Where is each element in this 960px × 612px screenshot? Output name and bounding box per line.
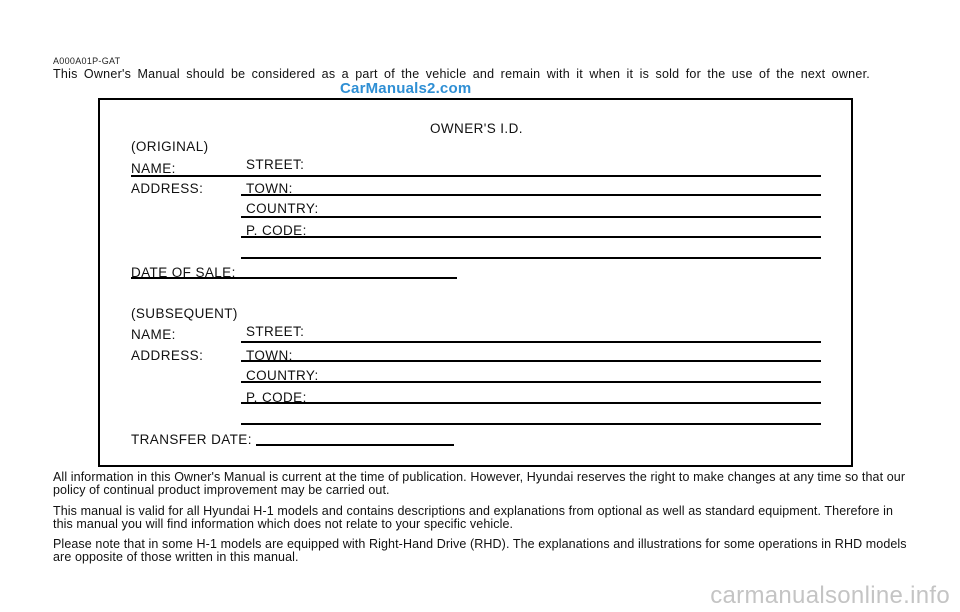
subsequent-country-label: COUNTRY: [246, 368, 319, 383]
original-address-label: ADDRESS: [131, 181, 204, 196]
original-street-label: STREET: [246, 157, 305, 172]
date-of-sale-line[interactable] [131, 277, 457, 279]
subsequent-country-line[interactable] [241, 381, 821, 383]
subsequent-street-line[interactable] [241, 341, 821, 343]
subsequent-heading: (SUBSEQUENT) [131, 306, 238, 321]
paragraph-publication: All information in this Owner's Manual is current at the time of publication. However, Hyundai reserves the right to make changes at any time so that our policy of continual product improvement may be carried out. [53, 470, 906, 497]
subsequent-extra-line[interactable] [241, 423, 821, 425]
subsequent-address-label: ADDRESS: [131, 348, 204, 363]
footer-watermark: carmanualsonline.info [710, 582, 950, 609]
document-code: A000A01P-GAT [53, 56, 121, 66]
original-extra-line[interactable] [241, 257, 821, 259]
original-country-label: COUNTRY: [246, 201, 319, 216]
original-town-label: TOWN: [246, 181, 293, 196]
original-town-line[interactable] [241, 194, 821, 196]
subsequent-town-label: TOWN: [246, 348, 293, 363]
form-title: OWNER'S I.D. [430, 121, 523, 136]
date-of-sale-label: DATE OF SALE: [131, 265, 236, 280]
original-pcode-line[interactable] [241, 236, 821, 238]
subsequent-street-label: STREET: [246, 324, 305, 339]
paragraph-validity: This manual is valid for all Hyundai H-1 models and contains descriptions and explanations from optional as well as standard equipment. Therefore in this manual you will find information which does not relate to your specific vehicle. [53, 504, 894, 531]
original-name-line[interactable] [131, 175, 821, 177]
original-country-line[interactable] [241, 216, 821, 218]
original-name-label: NAME: [131, 161, 176, 176]
original-heading: (ORIGINAL) [131, 139, 209, 154]
subsequent-name-label: NAME: [131, 327, 176, 342]
intro-text: This Owner's Manual should be considered as a part of the vehicle and remain with it when it is sold for the use of the next owner. [53, 67, 871, 81]
subsequent-pcode-line[interactable] [241, 402, 821, 404]
transfer-date-label: TRANSFER DATE: [131, 432, 252, 447]
site-watermark[interactable]: CarManuals2.com [340, 80, 472, 97]
subsequent-pcode-label: P. CODE: [246, 390, 307, 405]
original-pcode-label: P. CODE: [246, 223, 307, 238]
transfer-date-line[interactable] [256, 444, 454, 446]
subsequent-town-line[interactable] [241, 360, 821, 362]
owners-id-form [98, 98, 853, 467]
paragraph-rhd: Please note that in some H-1 models are equipped with Right-Hand Drive (RHD). The explanations and illustrations for some operations in RHD models are opposite of those written in this manual. [53, 537, 907, 564]
